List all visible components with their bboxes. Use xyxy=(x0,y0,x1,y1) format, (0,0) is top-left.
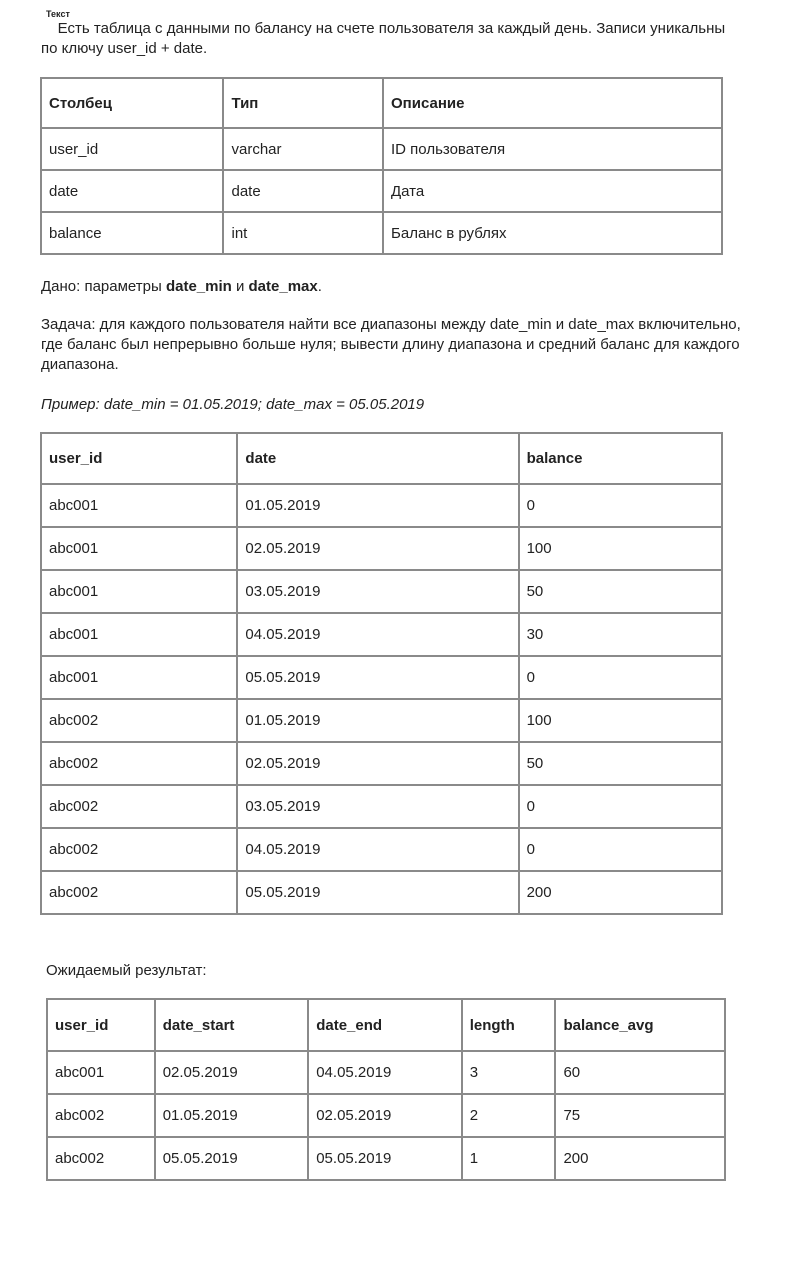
column-header: Столбец xyxy=(41,78,223,128)
column-header: user_id xyxy=(41,433,237,484)
table-cell: date xyxy=(41,170,223,212)
table-row xyxy=(41,170,722,212)
table-cell: 05.05.2019 xyxy=(155,1137,309,1180)
column-header: length xyxy=(462,999,556,1051)
table-cell: 02.05.2019 xyxy=(237,742,518,785)
task-paragraph: Задача: для каждого пользователя найти все диапазоны между date_min и date_max включительно, где баланс был непрерывно больше нуля; вывести длину диапазона и средний баланс для каждого диапазона. xyxy=(41,316,741,373)
table-cell: abc002 xyxy=(47,1137,155,1180)
schema-table-header xyxy=(41,78,722,128)
table-cell: 05.05.2019 xyxy=(308,1137,462,1180)
table-cell: abc001 xyxy=(41,570,237,613)
table-cell: 02.05.2019 xyxy=(155,1051,309,1094)
table-row xyxy=(47,1137,725,1180)
table-row xyxy=(41,699,722,742)
table-row xyxy=(41,871,722,914)
column-header: date_start xyxy=(155,999,309,1051)
table-cell: 2 xyxy=(462,1094,556,1137)
table-cell: 03.05.2019 xyxy=(237,785,518,828)
table-cell: 02.05.2019 xyxy=(237,527,518,570)
section-label: Текст xyxy=(46,9,70,19)
column-header: user_id xyxy=(47,999,155,1051)
column-header: balance xyxy=(519,433,722,484)
table-cell: 04.05.2019 xyxy=(308,1051,462,1094)
table-row xyxy=(41,656,722,699)
table-row xyxy=(41,570,722,613)
table-cell: 04.05.2019 xyxy=(237,828,518,871)
table-cell: abc002 xyxy=(41,742,237,785)
column-header: Тип xyxy=(223,78,383,128)
table-cell: 1 xyxy=(462,1137,556,1180)
expected-result-label: Ожидаемый результат: xyxy=(46,962,207,979)
table-cell: abc002 xyxy=(41,699,237,742)
table-cell: 03.05.2019 xyxy=(237,570,518,613)
given-paragraph xyxy=(41,277,741,297)
table-row xyxy=(41,128,722,170)
table-cell: abc001 xyxy=(47,1051,155,1094)
table-row xyxy=(41,484,722,527)
intro-paragraph: Есть таблица с данными по балансу на счете пользователя за каждый день. Записи уникальны по ключу user_id + date. xyxy=(41,20,730,57)
table-row xyxy=(47,1094,725,1137)
column-header: Описание xyxy=(383,78,722,128)
table-cell: 05.05.2019 xyxy=(237,656,518,699)
table-cell: 50 xyxy=(519,570,722,613)
table-cell: varchar xyxy=(223,128,383,170)
table-cell: int xyxy=(223,212,383,254)
table-row xyxy=(47,1051,725,1094)
table-row xyxy=(41,613,722,656)
table-row xyxy=(41,212,722,254)
table-cell: abc002 xyxy=(41,871,237,914)
table-cell: 3 xyxy=(462,1051,556,1094)
result-table-header xyxy=(47,999,725,1051)
param-date-min: date_min xyxy=(165,278,232,295)
table-cell: 04.05.2019 xyxy=(237,613,518,656)
table-row xyxy=(41,527,722,570)
table-row xyxy=(41,828,722,871)
table-cell: 100 xyxy=(519,699,722,742)
table-cell: 0 xyxy=(519,785,722,828)
table-cell: 0 xyxy=(519,484,722,527)
table-cell: abc001 xyxy=(41,484,237,527)
table-cell: 60 xyxy=(555,1051,725,1094)
table-cell: 01.05.2019 xyxy=(155,1094,309,1137)
table-cell: 100 xyxy=(519,527,722,570)
example-table xyxy=(40,432,723,915)
column-header: balance_avg xyxy=(555,999,725,1051)
table-cell: 50 xyxy=(519,742,722,785)
given-prefix: Дано: параметры xyxy=(41,278,166,295)
table-row xyxy=(41,742,722,785)
result-table xyxy=(46,998,726,1181)
given-suffix: . xyxy=(317,278,322,295)
table-cell: 0 xyxy=(519,656,722,699)
table-cell: abc001 xyxy=(41,613,237,656)
table-cell: 200 xyxy=(555,1137,725,1180)
table-cell: 02.05.2019 xyxy=(308,1094,462,1137)
column-header: date_end xyxy=(308,999,462,1051)
table-cell: abc002 xyxy=(41,828,237,871)
table-row xyxy=(41,785,722,828)
table-cell: 01.05.2019 xyxy=(237,699,518,742)
table-cell: abc001 xyxy=(41,656,237,699)
table-cell: Дата xyxy=(383,170,722,212)
table-cell: Баланс в рублях xyxy=(383,212,722,254)
schema-table xyxy=(40,77,723,255)
table-cell: 200 xyxy=(519,871,722,914)
table-cell: date xyxy=(223,170,383,212)
example-table-header xyxy=(41,433,722,484)
example-paragraph: Пример: date_min = 01.05.2019; date_max = 05.05.2019 xyxy=(41,396,425,413)
table-cell: ID пользователя xyxy=(383,128,722,170)
table-cell: 01.05.2019 xyxy=(237,484,518,527)
table-cell: balance xyxy=(41,212,223,254)
given-conj: и xyxy=(231,278,249,295)
table-cell: 75 xyxy=(555,1094,725,1137)
table-cell: user_id xyxy=(41,128,223,170)
table-cell: abc002 xyxy=(47,1094,155,1137)
table-cell: 30 xyxy=(519,613,722,656)
table-cell: abc001 xyxy=(41,527,237,570)
table-cell: 0 xyxy=(519,828,722,871)
column-header: date xyxy=(237,433,518,484)
table-cell: 05.05.2019 xyxy=(237,871,518,914)
table-cell: abc002 xyxy=(41,785,237,828)
param-date-max: date_max xyxy=(248,278,318,295)
